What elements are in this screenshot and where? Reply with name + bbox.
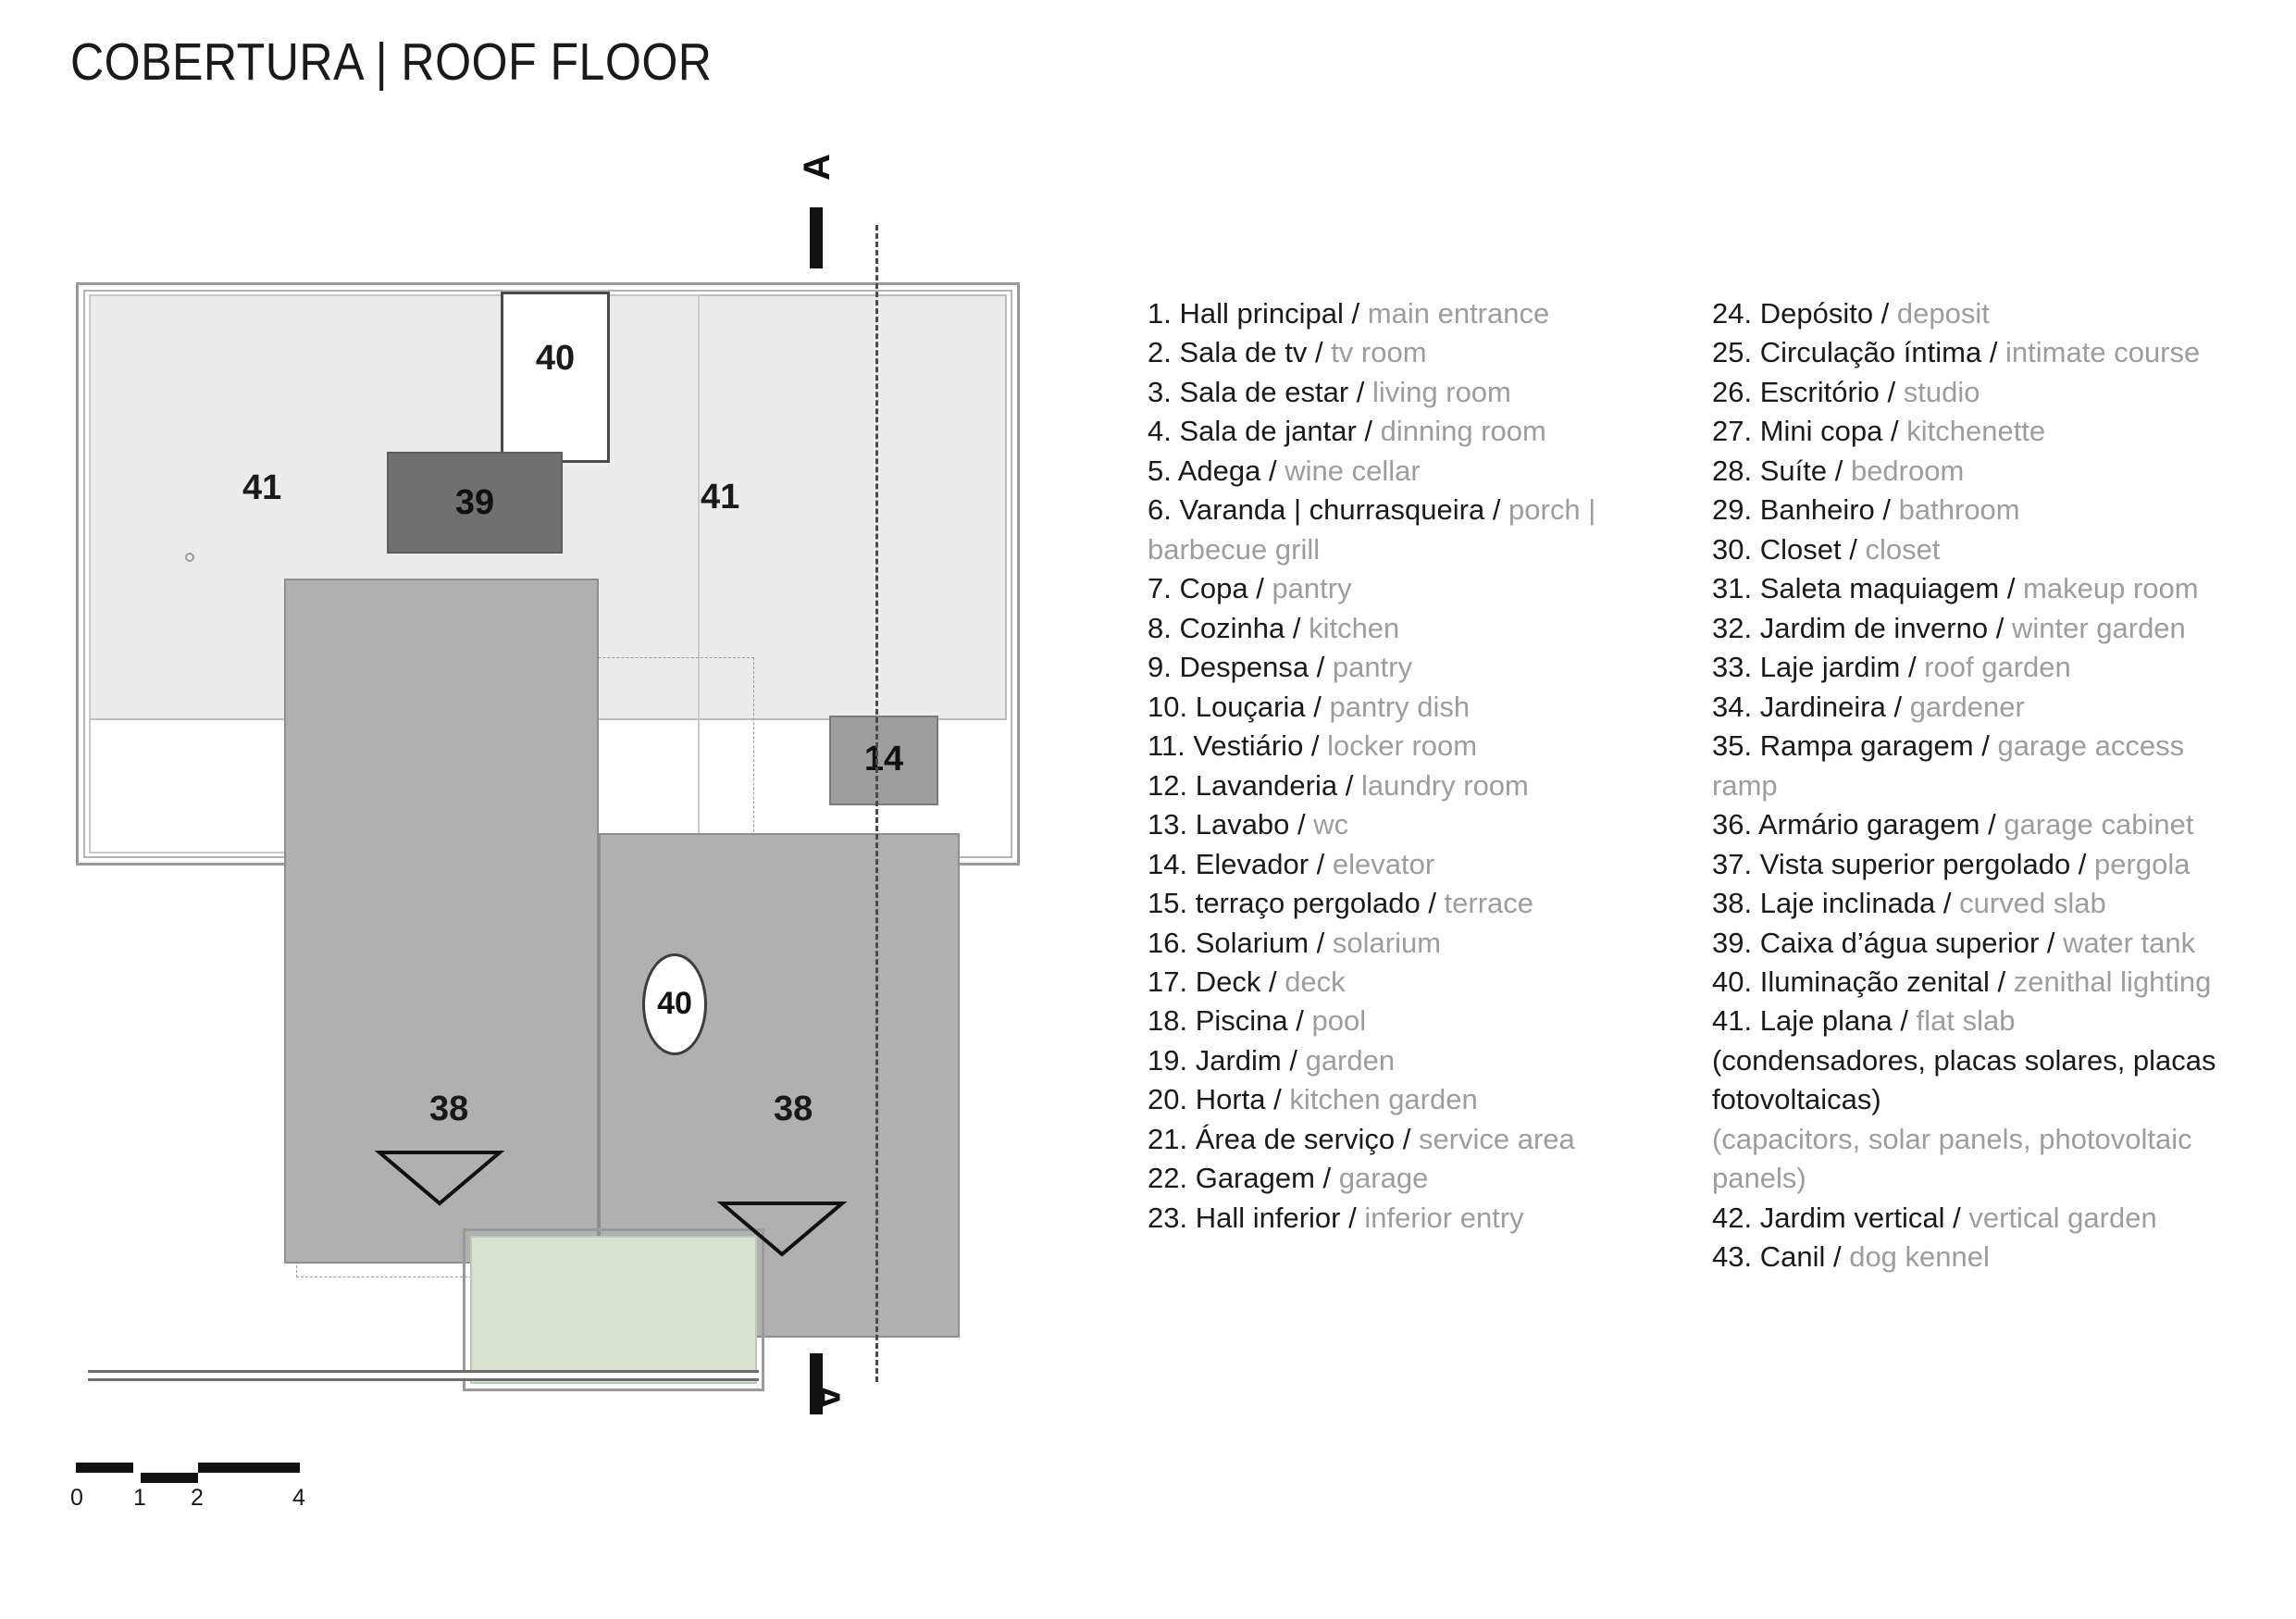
- legend-item-pt: 36. Armário garagem: [1712, 808, 1989, 841]
- legend-item-pt: 33. Laje jardim: [1712, 651, 1908, 684]
- legend-item-en: vertical garden: [1968, 1201, 2157, 1234]
- legend-item-en: roof garden: [1924, 651, 2071, 684]
- legend-item-pt: 32. Jardim de inverno: [1712, 611, 1996, 644]
- section-line-aa: [875, 225, 878, 1382]
- legend-item-pt: 37. Vista superior pergolado: [1712, 847, 2079, 880]
- legend-item: [1148, 963, 1675, 1002]
- legend-item: [1712, 688, 2240, 727]
- legend-item: [1148, 609, 1675, 648]
- legend-item-pt: 31. Saleta maquiagem: [1712, 572, 2007, 605]
- legend-item-en: garage: [1338, 1162, 1429, 1195]
- legend-item-pt: 14. Elevador: [1148, 847, 1317, 880]
- legend-item-separator: /: [1314, 336, 1332, 369]
- legend-item-en: pergola: [2094, 847, 2191, 880]
- legend-item-en: solarium: [1332, 926, 1442, 959]
- legend-item-separator: /: [1273, 1083, 1290, 1116]
- legend-item-separator: /: [1834, 454, 1851, 487]
- legend-item: [1712, 373, 2240, 412]
- legend-item-pt: 15. terraço pergolado: [1148, 887, 1429, 920]
- legend-item-pt: 41. Laje plana: [1712, 1004, 1901, 1038]
- legend-item-pt: 34. Jardineira: [1712, 690, 1894, 723]
- section-label-top: A: [797, 154, 838, 181]
- legend-item-separator: /: [1900, 1004, 1917, 1038]
- legend-item-separator: /: [1995, 611, 2012, 644]
- legend-item-pt: 26. Escritório: [1712, 375, 1888, 408]
- legend-item-en: laundry room: [1360, 768, 1529, 802]
- legend-item-en: deposit: [1896, 297, 1990, 330]
- legend-item-separator: /: [1428, 887, 1445, 920]
- legend-item-pt: 42. Jardim vertical: [1712, 1201, 1954, 1234]
- legend-item-pt: 12. Lavanderia: [1148, 768, 1346, 802]
- legend-item-pt: 11. Vestiário: [1148, 729, 1311, 763]
- legend-item: [1148, 688, 1675, 727]
- water-tank-block: [387, 452, 563, 554]
- legend-item-separator: /: [1981, 729, 1998, 763]
- legend-item-pt: 16. Solarium: [1148, 926, 1317, 959]
- legend-item: [1712, 333, 2240, 372]
- legend-item: [1148, 452, 1675, 491]
- legend-item-41-sub-en: (capacitors, solar panels, photovoltaic panels): [1712, 1122, 2192, 1195]
- legend-item: [1148, 373, 1675, 412]
- legend-item-separator: /: [1887, 375, 1904, 408]
- legend-item: [1148, 884, 1675, 923]
- legend-item-en: bathroom: [1898, 493, 2020, 527]
- legend-item: [1712, 294, 2240, 333]
- legend-item-separator: /: [2046, 926, 2064, 959]
- legend-item-en: water tank: [2063, 926, 2196, 959]
- slope-arrow-left-icon: [375, 1148, 504, 1213]
- legend-item-pt: 27. Mini copa: [1712, 415, 1891, 448]
- legend-item: [1148, 1159, 1675, 1198]
- point-marker: [185, 553, 194, 562]
- legend-item: [1712, 727, 2240, 805]
- legend-item-pt: 43. Canil: [1712, 1240, 1833, 1274]
- room-tag-41-left: 41: [242, 468, 282, 507]
- legend-item-pt: 17. Deck: [1148, 965, 1269, 998]
- legend-item-en: closet: [1865, 532, 1941, 566]
- legend-item-en: winter garden: [2011, 611, 2186, 644]
- elevator-block: [829, 716, 938, 805]
- legend-item-en: bedroom: [1850, 454, 1965, 487]
- scale-tick-4: 4: [292, 1485, 305, 1511]
- legend-item-pt: 23. Hall inferior: [1148, 1201, 1349, 1234]
- legend-item-separator: /: [1882, 493, 1899, 527]
- legend-item-pt: 2. Sala de tv: [1148, 336, 1315, 369]
- legend-item-pt: 35. Rampa garagem: [1712, 729, 1982, 763]
- legend-item: [1712, 412, 2240, 451]
- scale-seg-1-2: [141, 1473, 198, 1483]
- legend-item-en: porch | barbecue grill: [1148, 493, 1596, 566]
- legend-item-separator: /: [1942, 887, 1960, 920]
- legend-item-separator: /: [1345, 768, 1361, 802]
- legend-item-separator: /: [1997, 965, 2014, 998]
- legend-item-en: garage access ramp: [1712, 729, 2185, 802]
- legend-item-separator: /: [1832, 1240, 1850, 1274]
- legend-item-en: elevator: [1332, 847, 1435, 880]
- legend-column-1: [1148, 294, 1675, 1277]
- legend-item-en: living room: [1371, 375, 1511, 408]
- legend-item-en: pantry: [1272, 572, 1352, 605]
- legend-item-en: kitchen: [1309, 611, 1400, 644]
- room-tag-38-right: 38: [774, 1090, 813, 1128]
- legend-item-pt: 6. Varanda | churrasqueira: [1148, 493, 1493, 527]
- legend-item-en: kitchenette: [1906, 415, 2046, 448]
- legend-item-separator: /: [1322, 1162, 1339, 1195]
- legend-item: [1712, 569, 2240, 608]
- legend-item-pt: 25. Circulação íntima: [1712, 336, 1990, 369]
- legend-item-en: main entrance: [1367, 297, 1550, 330]
- slope-arrow-right-icon: [717, 1199, 847, 1264]
- legend-item-pt: 22. Garagem: [1148, 1162, 1323, 1195]
- room-tag-40-top: 40: [535, 339, 576, 378]
- room-tag-38-left: 38: [429, 1090, 469, 1128]
- room-tag-40-ellipse: 40: [657, 986, 692, 1021]
- legend-item: [1712, 1002, 2240, 1040]
- legend-column-2: [1712, 294, 2240, 1277]
- legend-item-separator: /: [1310, 729, 1328, 763]
- legend-item-en: garage cabinet: [2004, 808, 2194, 841]
- legend-item-separator: /: [1492, 493, 1509, 527]
- legend-item-separator: /: [1351, 297, 1368, 330]
- legend-item-pt: 3. Sala de estar: [1148, 375, 1357, 408]
- room-tag-39: 39: [454, 483, 495, 522]
- legend-item: [1712, 1238, 2240, 1277]
- legend-item: [1148, 491, 1675, 569]
- legend-item-pt: 24. Depósito: [1712, 297, 1881, 330]
- legend-item-pt: 18. Piscina: [1148, 1004, 1297, 1038]
- legend-item-pt: 8. Cozinha: [1148, 611, 1293, 644]
- legend-item-en: pantry: [1332, 651, 1413, 684]
- garden-area: [470, 1236, 757, 1384]
- legend-item-en: flat slab: [1916, 1004, 2016, 1038]
- legend-item: [1712, 805, 2240, 844]
- legend-item: [1148, 648, 1675, 687]
- legend-item-en: intimate course: [2005, 336, 2201, 369]
- legend-item-pt: 10. Louçaria: [1148, 690, 1314, 723]
- scale-seg-2-4: [198, 1463, 300, 1473]
- legend-item-separator: /: [1268, 965, 1285, 998]
- legend-item-separator: /: [1316, 651, 1333, 684]
- legend-item: [1712, 648, 2240, 687]
- legend-item-en: makeup room: [2023, 572, 2199, 605]
- room-tag-41-right: 41: [701, 478, 740, 517]
- legend-item-pt: 28. Suíte: [1712, 454, 1835, 487]
- legend-item: [1148, 1002, 1675, 1040]
- legend-item-en: curved slab: [1959, 887, 2106, 920]
- legend-item-separator: /: [1891, 415, 1907, 448]
- legend-item: [1712, 491, 2240, 529]
- legend-item-pt: 7. Copa: [1148, 572, 1257, 605]
- legend-item: [1148, 1120, 1675, 1159]
- legend-item-separator: /: [1953, 1201, 1969, 1234]
- scale-seg-0-1: [76, 1463, 133, 1473]
- legend-item-41-sub-pt: (condensadores, placas solares, placas fotovoltaicas): [1712, 1043, 2216, 1116]
- legend-item-separator: /: [1256, 572, 1272, 605]
- legend-item: [1148, 845, 1675, 884]
- legend-item-pt: 39. Caixa d’água superior: [1712, 926, 2047, 959]
- legend-item-en: dog kennel: [1849, 1240, 1990, 1274]
- legend-item-pt: 19. Jardim: [1148, 1043, 1290, 1077]
- legend-item: [1148, 924, 1675, 963]
- legend-item-en: wine cellar: [1285, 454, 1421, 487]
- legend-item: [1148, 1041, 1675, 1080]
- legend-item-en: terrace: [1444, 887, 1534, 920]
- legend-item-en: gardener: [1909, 690, 2025, 723]
- roof-floor-plan-drawing: [0, 0, 1111, 1619]
- zenithal-lighting-block: [501, 292, 610, 463]
- legend-item: [1712, 530, 2240, 569]
- legend-item-separator: /: [1316, 926, 1333, 959]
- legend-item-en: dinning room: [1380, 415, 1546, 448]
- legend-item-separator: /: [2006, 572, 2024, 605]
- legend-item-separator: /: [1402, 1122, 1419, 1155]
- legend-item-separator: /: [1893, 690, 1910, 723]
- legend-item-separator: /: [1292, 611, 1309, 644]
- legend-item-en: wc: [1313, 808, 1349, 841]
- legend-item-en: garden: [1305, 1043, 1396, 1077]
- legend-item-separator: /: [1296, 1004, 1312, 1038]
- legend-item: [1712, 963, 2240, 1002]
- legend-item-separator: /: [1313, 690, 1330, 723]
- legend-item: [1148, 727, 1675, 766]
- scale-tick-1: 1: [133, 1485, 146, 1511]
- legend-item-separator: /: [1316, 847, 1333, 880]
- legend-item-en: deck: [1285, 965, 1346, 998]
- page-title: COBERTURA | ROOF FLOOR: [70, 32, 713, 92]
- legend: [1148, 294, 2277, 1277]
- legend-item-en: kitchen garden: [1289, 1083, 1478, 1116]
- legend-item-en: tv room: [1331, 336, 1427, 369]
- legend-item: [1148, 1199, 1675, 1238]
- legend-item-pt: 38. Laje inclinada: [1712, 887, 1943, 920]
- legend-item: [1148, 805, 1675, 844]
- legend-item-separator: /: [1289, 1043, 1306, 1077]
- legend-item-en: locker room: [1327, 729, 1478, 763]
- legend-item-pt: 20. Horta: [1148, 1083, 1274, 1116]
- legend-item-separator: /: [1348, 1201, 1365, 1234]
- scale-tick-0: 0: [70, 1485, 83, 1511]
- legend-item-separator: /: [1880, 297, 1897, 330]
- legend-item: [1148, 1080, 1675, 1119]
- legend-item-pt: 29. Banheiro: [1712, 493, 1883, 527]
- legend-item: [1712, 924, 2240, 963]
- legend-item-separator: /: [1269, 454, 1285, 487]
- legend-item-en: studio: [1903, 375, 1980, 408]
- legend-item-pt: 13. Lavabo: [1148, 808, 1298, 841]
- legend-item: [1712, 609, 2240, 648]
- legend-item-separator: /: [1356, 375, 1372, 408]
- legend-item-en: zenithal lighting: [2013, 965, 2212, 998]
- legend-item: [1148, 412, 1675, 451]
- legend-item: [1712, 845, 2240, 884]
- legend-item-separator: /: [1364, 415, 1381, 448]
- legend-item: [1148, 766, 1675, 805]
- legend-item: [1712, 1199, 2240, 1238]
- legend-item-pt: 40. Iluminação zenital: [1712, 965, 1998, 998]
- legend-item-pt: 21. Área de serviço: [1148, 1122, 1403, 1155]
- section-tick-top: [810, 207, 823, 268]
- legend-item: [1148, 333, 1675, 372]
- legend-item-pt: 9. Despensa: [1148, 651, 1317, 684]
- legend-item-en: pantry dish: [1329, 690, 1471, 723]
- legend-item-pt: 1. Hall principal: [1148, 297, 1352, 330]
- legend-item-pt: 5. Adega: [1148, 454, 1270, 487]
- legend-item-separator: /: [1297, 808, 1314, 841]
- section-label-bottom: A: [806, 1384, 847, 1411]
- zenithal-lighting-ellipse: [642, 953, 707, 1055]
- legend-item-separator: /: [1988, 808, 2004, 841]
- legend-item-separator: /: [1989, 336, 2006, 369]
- scale-tick-2: 2: [191, 1485, 204, 1511]
- legend-item-en: inferior entry: [1364, 1201, 1524, 1234]
- bottom-wall-line: [88, 1370, 759, 1381]
- legend-item-separator: /: [2078, 847, 2095, 880]
- legend-item-en: pool: [1311, 1004, 1367, 1038]
- legend-item-pt: 30. Closet: [1712, 532, 1850, 566]
- legend-item-separator: /: [1849, 532, 1866, 566]
- legend-item: [1712, 884, 2240, 923]
- legend-item: [1148, 569, 1675, 608]
- legend-item-separator: /: [1907, 651, 1925, 684]
- room-tag-14: 14: [863, 740, 904, 778]
- legend-item: [1712, 452, 2240, 491]
- legend-item: [1148, 294, 1675, 333]
- legend-item-en: service area: [1418, 1122, 1575, 1155]
- legend-item-pt: 4. Sala de jantar: [1148, 415, 1365, 448]
